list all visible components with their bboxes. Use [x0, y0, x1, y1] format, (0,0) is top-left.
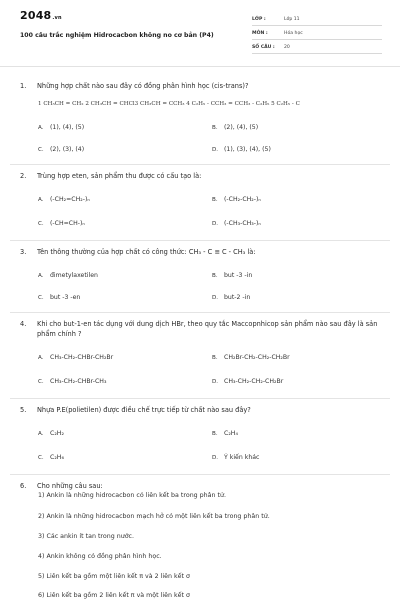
meta-value: Hóa học [284, 31, 303, 36]
option-d[interactable]: D. CH₃-CH₂-CH₂-CH₂Br [212, 378, 284, 385]
question-divider [10, 312, 390, 313]
header-divider [0, 66, 400, 67]
question-text: Cho những câu sau: [37, 482, 103, 490]
statement-1: 1) Ankin là những hidrocacbon có liên kết ba trong phân tử. [38, 492, 226, 499]
question-number: 1. [20, 82, 27, 90]
question-text: Nhựa P.E(polietilen) được điều chế trực tiếp từ chất nào sau đây? [37, 406, 251, 414]
option-a[interactable]: A. C₂H₂ [38, 430, 64, 437]
meta-row-class [252, 14, 382, 26]
option-b[interactable]: B. CH₂Br-CH₂-CH₂-CH₂Br [212, 354, 290, 361]
option-c[interactable]: C. (-CH=CH-)ₙ [38, 220, 85, 227]
statement-5: 5) Liên kết ba gồm một liên kết π và 2 liên kết σ [38, 573, 190, 580]
question-text: Trùng hợp eten, sản phẩm thu được có cấu tạo là: [37, 172, 202, 180]
statement-3: 3) Các ankin ít tan trong nước. [38, 533, 135, 540]
option-d[interactable]: D. but-2 -in [212, 294, 251, 301]
question-number: 2. [20, 172, 27, 180]
question-text: Tên thông thường của hợp chất có công thức: CH₃ - C ≡ C - CH₃ là: [37, 248, 256, 256]
option-a[interactable]: A. (-CH₂=CH₂-)ₙ [38, 196, 90, 203]
option-c[interactable]: C. CH₃-CH₂-CHBr-CH₃ [38, 378, 107, 385]
option-b[interactable]: B. but -3 -in [212, 272, 253, 279]
question-divider [10, 474, 390, 475]
question-number: 3. [20, 248, 27, 256]
meta-row-subject [252, 28, 382, 40]
meta-label: LỚP : [252, 17, 266, 22]
option-c[interactable]: C. (2), (3), (4) [38, 146, 85, 153]
option-d[interactable]: D. Ý kiến khác [212, 454, 260, 461]
option-d[interactable]: D. (1), (3), (4), (5) [212, 146, 271, 153]
meta-label: SỐ CÂU : [252, 45, 275, 50]
document-title: 100 câu trắc nghiệm Hidrocacbon không no cơ bản (P4) [20, 32, 214, 39]
question-number: 5. [20, 406, 27, 414]
option-b[interactable]: B. (2), (4), (5) [212, 124, 259, 131]
question-number: 4. [20, 320, 27, 328]
option-a[interactable]: A. (1), (4), (5) [38, 124, 85, 131]
statement-6: 6) Liên kết ba gồm 2 liên kết π và một liên kết σ [38, 592, 190, 599]
option-a[interactable]: A. CH₃-CH₂-CHBr-CH₂Br [38, 354, 114, 361]
statement-2: 2) Ankin là những hidrocacbon mạch hở có một liên kết ba trong phân tử. [38, 513, 270, 520]
meta-label: MÔN : [252, 31, 268, 36]
page-header [0, 0, 400, 66]
meta-value: 20 [284, 45, 290, 50]
option-b[interactable]: B. (-CH₂-CH₂-)ₙ [212, 196, 261, 203]
statement-4: 4) Ankin không có đồng phân hình học. [38, 553, 162, 560]
question-text: Những hợp chất nào sau đây có đồng phân hình học (cis-trans)? [37, 82, 249, 90]
option-a[interactable]: A. đimetylaxetilen [38, 272, 98, 279]
question-divider [10, 398, 390, 399]
question-formula-line: 1 CH₃CH = CH₂ 2 CH₃CH = CHCl3 CH₃CH = CCH₃ 4 C₂H₅ - CCH₃ = CCH₃ - C₂H₅ 5 C₂H₅ - C [38, 101, 300, 107]
question-number: 6. [20, 482, 27, 490]
meta-value: Lớp 11 [284, 17, 300, 22]
question-divider [10, 164, 390, 165]
option-c[interactable]: C. C₂H₆ [38, 454, 64, 461]
option-b[interactable]: B. C₂H₄ [212, 430, 238, 437]
question-text: Khi cho but-1-en tác dụng với dung dịch HBr, theo quy tắc Maccopnhicop sản phẩm nào sau đây là sản phẩm chính ? [37, 320, 378, 338]
option-d[interactable]: D. (-CH₃-CH₃-)ₙ [212, 220, 261, 227]
meta-row-count [252, 42, 382, 54]
option-c[interactable]: C. but -3 -en [38, 294, 81, 301]
site-logo[interactable]: 2048.vn [20, 9, 62, 22]
question-divider [10, 240, 390, 241]
